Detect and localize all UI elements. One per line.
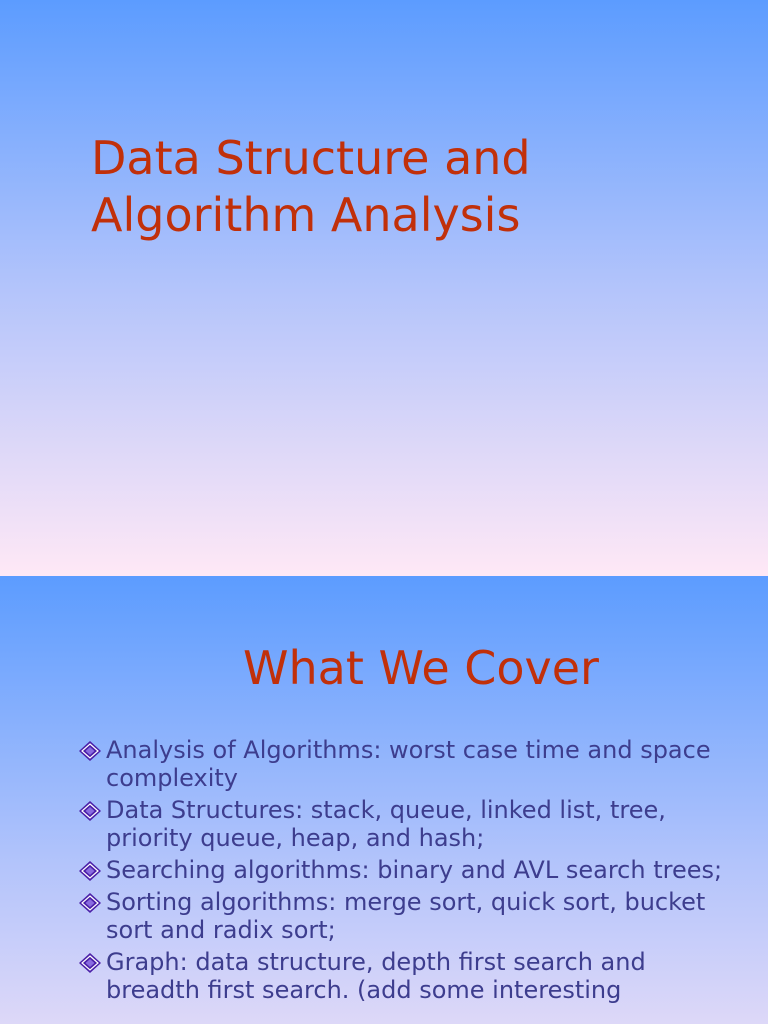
bullet-text: Analysis of Algorithms: worst case time and space complexity [106,736,711,792]
diamond-bullet-icon [77,891,105,915]
bullet-list [77,736,747,1008]
list-item [77,796,747,852]
diamond-bullet-icon [77,739,105,763]
bullet-text: Searching algorithms: binary and AVL search trees; [106,856,723,884]
list-item [77,948,747,1004]
diamond-bullet-icon [77,859,105,883]
title-line-1: Data Structure and [91,131,531,185]
slide-title-heading [91,130,531,244]
bullet-text: Graph: data structure, depth first search and breadth first search. (add some interesting [106,948,646,1004]
slide-heading: What We Cover [243,641,599,695]
diamond-bullet-icon [77,951,105,975]
list-item [77,888,747,944]
title-line-2: Algorithm Analysis [91,188,521,242]
diamond-bullet-icon [77,799,105,823]
slide-what-we-cover [0,576,768,1024]
list-item [77,736,747,792]
bullet-text: Sorting algorithms: merge sort, quick sort, bucket sort and radix sort; [106,888,706,944]
bullet-text: Data Structures: stack, queue, linked list, tree, priority queue, heap, and hash; [106,796,666,852]
list-item [77,856,747,884]
